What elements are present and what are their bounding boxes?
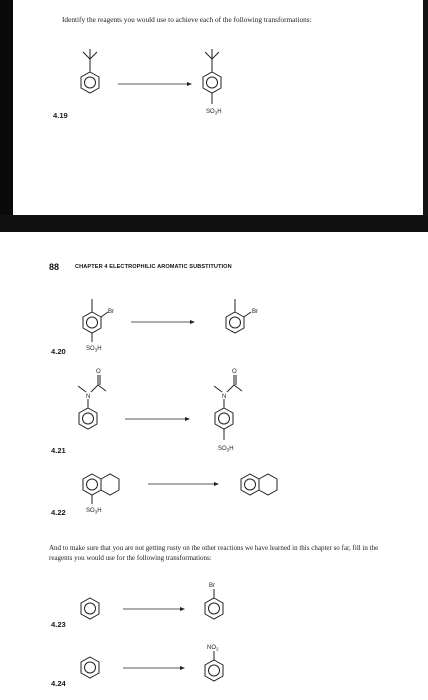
structure-4-19-reactant: [81, 49, 99, 93]
no2-label: NO: [207, 645, 216, 651]
structure-4-23-product: [205, 583, 223, 619]
svg-text:SO3H: $SO_3H$: [206, 109, 222, 116]
svg-text:N: N: [86, 394, 91, 400]
svg-text:O: O: [96, 369, 101, 375]
problem-label-4-24: 4.24: [51, 679, 66, 688]
reaction-arrow-4-21: [125, 417, 190, 421]
problem-label-4-20: 4.20: [51, 347, 66, 356]
structure-4-21-reactant: [78, 369, 106, 429]
reaction-arrow-4-24: [123, 666, 185, 670]
reaction-arrow-4-23: [123, 607, 185, 611]
problem-label-4-22: 4.22: [51, 508, 66, 517]
instruction-paragraph: And to make sure that you are not getting rusty on the other reactions we have learned in this chapter so far, fill in the reagents you would use for the following transformations:: [49, 544, 379, 562]
reaction-arrow-4-20: [131, 320, 195, 324]
structure-4-22-product: [241, 474, 277, 495]
reaction-arrow-4-19: [118, 82, 192, 86]
svg-text:O: O: [232, 369, 237, 375]
svg-text:NO2: $NO_2$: [207, 645, 219, 652]
problem-label-4-23: 4.23: [51, 620, 66, 629]
structure-4-19-product: [203, 49, 222, 116]
svg-text:Br: Br: [209, 583, 215, 589]
structure-4-24-product: [205, 645, 223, 681]
reaction-arrow-4-22: [148, 482, 219, 486]
chapter-title: CHAPTER 4 ELECTROPHILIC AROMATIC SUBSTITUTION: [75, 264, 232, 270]
structure-4-22-reactant: [83, 474, 119, 515]
problem-label-4-21: 4.21: [51, 446, 66, 455]
structure-4-21-product: [214, 369, 242, 453]
structure-4-24-reactant: [81, 657, 99, 678]
structure-4-23-reactant: [81, 598, 99, 619]
structure-4-20-product: [226, 299, 258, 333]
so3h-label: SO: [206, 109, 215, 115]
problem-label-4-19: 4.19: [53, 111, 68, 120]
svg-text:SO3H: $SO_3H$: [218, 446, 234, 453]
svg-text:SO3H: $SO_3H$: [86, 508, 102, 515]
page-number: 88: [49, 262, 60, 272]
svg-text:Br: Br: [252, 309, 258, 315]
instruction-text: Identify the reagents you would use to achieve each of the following transformations:: [62, 15, 312, 24]
br-label: Br: [108, 309, 114, 315]
structure-4-20-reactant: [83, 299, 114, 353]
svg-text:N: N: [222, 394, 227, 400]
svg-text:SO3H: $SO_3H$: [86, 346, 102, 353]
